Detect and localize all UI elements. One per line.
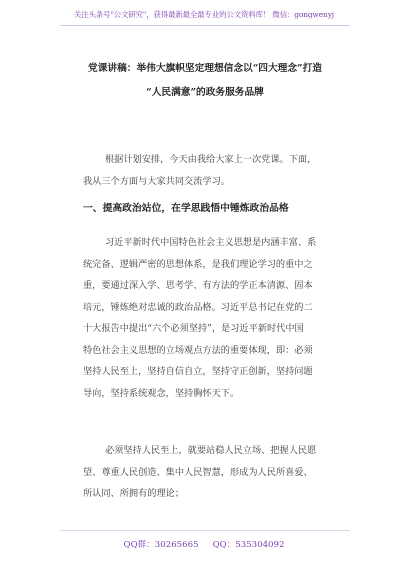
text-line: 根据计划安排，今天由我给大家上一次党课。下面， (105, 154, 317, 165)
text-line: 培元，锤炼绝对忠诚的政治品格。习近平总书记在党的二 (83, 301, 313, 313)
header-banner: 关注头条号"公文研究"，获得最新最全最专业的公文资料库！ 微信：gongwenyj (74, 10, 334, 19)
text-line: 十大报告中提出“六个必须坚持”，是习近平新时代中国 (83, 323, 304, 334)
document-title-line-1: 党课讲稿：举伟大旗帜坚定理想信念以“四大理念”打造 (88, 63, 322, 74)
footer-divider (60, 530, 350, 531)
footer-qq: QQ：535304092 (212, 540, 285, 550)
text-line: 望、尊重人民创造、集中人民智慧，形成为人民所喜爱、 (83, 466, 313, 478)
text-line: 我从三个方面与大家共同交流学习。 (83, 175, 230, 187)
text-line: 导向，坚持系统观念，坚持胸怀天下。 (83, 387, 240, 399)
text-line: 重，要通过深入学、思考学、有方法的学正本清源、固本 (83, 280, 313, 291)
header-divider (60, 25, 350, 26)
text-line: 特色社会主义思想的立场观点方法的重要体现，即：必须 (83, 344, 313, 356)
text-line: 习近平新时代中国特色社会主义思想是内涵丰富、系 (105, 237, 317, 248)
footer (0, 538, 408, 550)
body-paragraph (83, 232, 345, 404)
text-line: 必须坚持人民至上，就要站稳人民立场、把握人民愿 (105, 445, 317, 456)
text-line: 统完备、逻辑严密的思想体系，是我们理论学习的重中之 (83, 258, 313, 270)
document-title-line-2: “人民满意”的政务服务品牌 (146, 87, 264, 98)
section-heading: 一、提高政治站位，在学思践悟中锤炼政治品格 (83, 203, 289, 214)
footer-qq-group: QQ群：30265665 (123, 540, 199, 550)
text-line: 所认同、所拥有的理论； (83, 488, 185, 499)
body-paragraph (83, 440, 345, 505)
text-line: 坚持人民至上，坚持自信自立，坚持守正创新，坚持问题 (83, 366, 313, 377)
intro-paragraph (83, 149, 345, 192)
